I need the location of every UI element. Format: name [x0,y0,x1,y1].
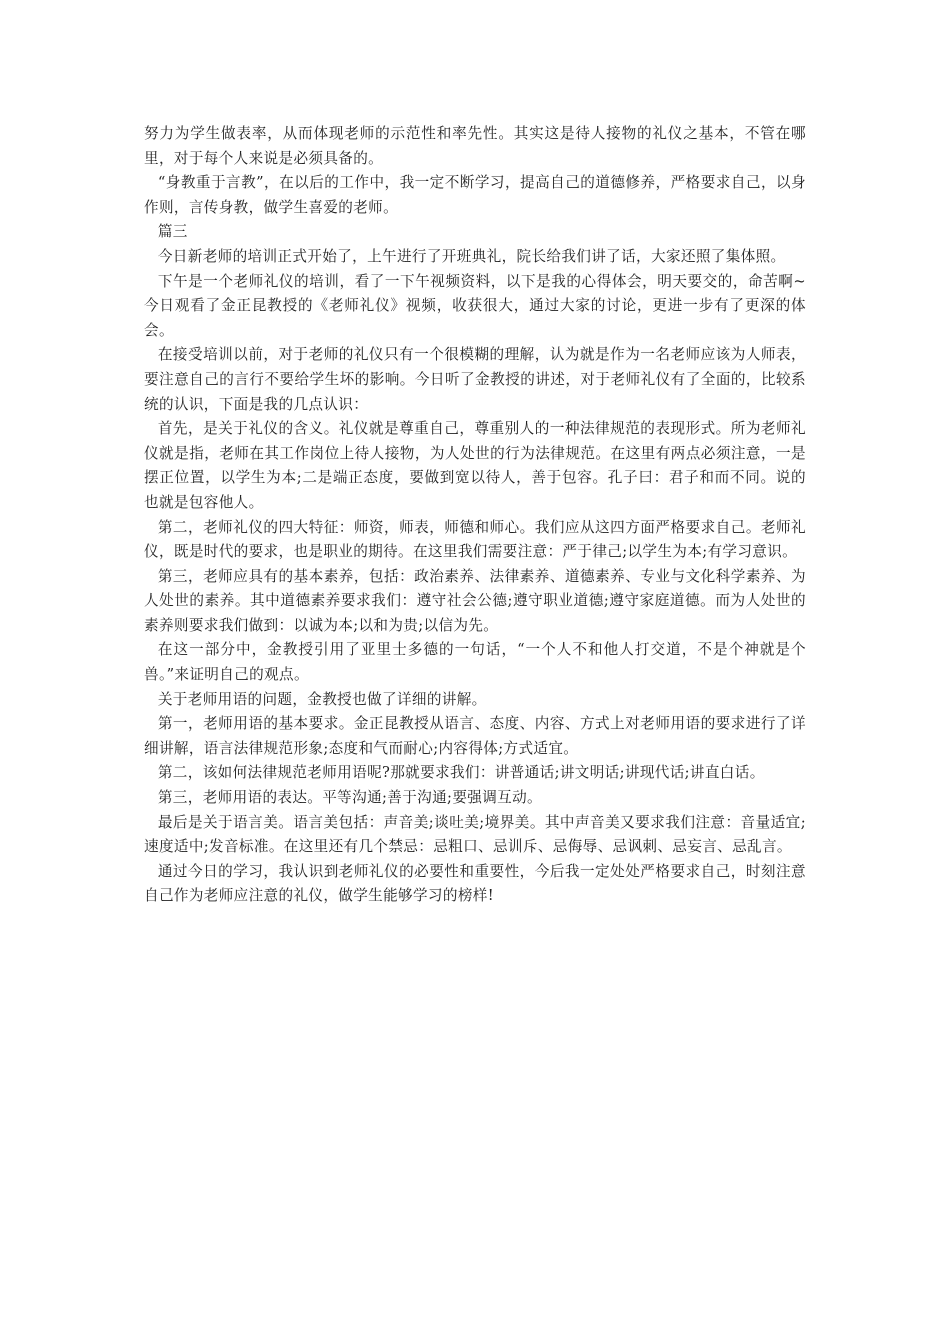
paragraph: 通过今日的学习，我认识到老师礼仪的必要性和重要性，今后我一定处处严格要求自己，时刻注意自己作为老师应注意的礼仪，做学生能够学习的榜样! [144,862,806,905]
paragraph: 第二，老师礼仪的四大特征：师资，师表，师德和师心。我们应从这四方面严格要求自己。老师礼仪，既是时代的要求，也是职业的期待。在这里我们需要注意：严于律己;以学生为本;有学习意识。 [144,518,806,561]
paragraph-continuation: 努力为学生做表率，从而体现老师的示范性和率先性。其实这是待人接物的礼仪之基本，不管在哪里，对于每个人来说是必须具备的。 [144,125,806,167]
paragraph: 最后是关于语言美。语言美包括：声音美;谈吐美;境界美。其中声音美又要求我们注意：音量适宜;速度适中;发音标准。在这里还有几个禁忌：忌粗口、忌训斥、忌侮辱、忌讽刺、忌妄言、忌乱言。 [144,813,806,856]
paragraph: 下午是一个老师礼仪的培训，看了一下午视频资料，以下是我的心得体会，明天要交的，命苦啊~今日观看了金正昆教授的《老师礼仪》视频，收获很大，通过大家的讨论，更进一步有了更深的体会。 [144,272,806,339]
section-heading: 篇三 [157,223,188,241]
paragraph: 今日新老师的培训正式开始了，上午进行了开班典礼，院长给我们讲了话，大家还照了集体照。 [157,247,786,265]
paragraph: 第一，老师用语的基本要求。金正昆教授从语言、态度、内容、方式上对老师用语的要求进行了详细讲解，语言法律规范形象;态度和气而耐心;内容得体;方式适宜。 [144,715,806,757]
paragraph: 首先，是关于礼仪的含义。礼仪就是尊重自己，尊重别人的一种法律规范的表现形式。所为老师礼仪就是指，老师在其工作岗位上待人接物，为人处世的行为法律规范。在这里有两点必须注意，一是摆正位置，以学生为本;二是端正态度，要做到宽以待人，善于包容。孔子曰：君子和而不同。说的也就是包容他人。 [144,420,806,511]
document-body [144,122,806,909]
paragraph: 第二，该如何法律规范老师用语呢?那就要求我们：讲普通话;讲文明话;讲现代话;讲直白话。 [157,764,765,782]
paragraph: “身教重于言教”，在以后的工作中，我一定不断学习，提高自己的道德修养，严格要求自己，以身作则，言传身教，做学生喜爱的老师。 [144,174,806,216]
paragraph: 第三，老师应具有的基本素养，包括：政治素养、法律素养、道德素养、专业与文化科学素养、为人处世的素养。其中道德素养要求我们：遵守社会公德;遵守职业道德;遵守家庭道德。而为人处世的素养则要求我们做到：以诚为本;以和为贵;以信为先。 [144,567,806,634]
paragraph: 在接受培训以前，对于老师的礼仪只有一个很模糊的理解，认为就是作为一名老师应该为人师表，要注意自己的言行不要给学生坏的影响。今日听了金教授的讲述，对于老师礼仪有了全面的，比较系统的认识，下面是我的几点认识： [144,346,806,413]
paragraph: 关于老师用语的问题，金教授也做了详细的讲解。 [157,690,487,708]
paragraph: 第三，老师用语的表达。平等沟通;善于沟通;要强调互动。 [157,789,542,807]
paragraph: 在这一部分中，金教授引用了亚里士多德的一句话，“一个人不和他人打交道，不是个神就是个兽。”来证明自己的观点。 [144,641,806,684]
